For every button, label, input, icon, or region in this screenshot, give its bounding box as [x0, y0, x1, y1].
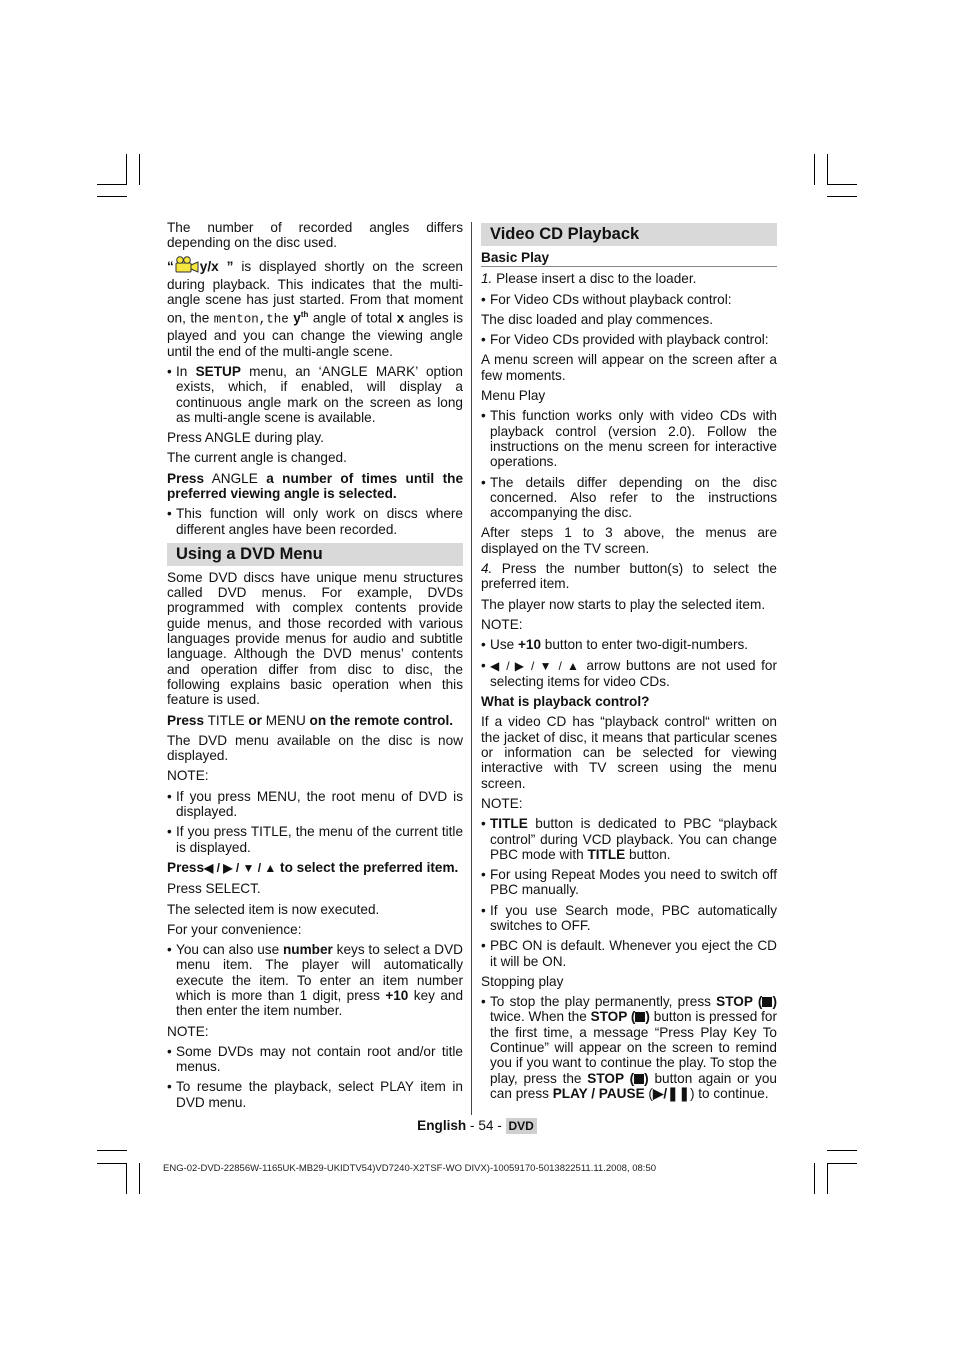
left-column — [167, 220, 463, 1115]
crop-mark — [827, 1150, 857, 1151]
bullet-item: • This function will only work on discs where different angles have been recorded. — [167, 506, 463, 537]
paragraph-angle-icon — [167, 256, 463, 359]
paragraph: 4. Press the number button(s) to select the preferred item. — [481, 561, 777, 592]
quote: “ — [167, 258, 174, 274]
arrow-icons: ◀ / ▶ / ▼ / ▲ — [490, 658, 581, 673]
bullet-item: • TITLE button is dedicated to PBC “playback control” during VCD playback. You can change PBC mode with TITLE button. — [481, 816, 777, 862]
bullet-item: • PBC ON is default. Whenever you eject the CD it will be ON. — [481, 938, 777, 969]
bullet-item: • To stop the play permanently, press STOP ( ) twice. When the STOP ( ) button is pressed for the first time, a message “Press Play Key To Continue” will appear on the screen to remind you if you want to continue the play. To stop the play, press the STOP ( ) button again or you can press PLAY / PAUSE (▶/❚❚) to continue. — [481, 994, 777, 1101]
bullet-item: • Use +10 button to enter two-digit-numbers. — [481, 637, 749, 653]
print-imprint: ENG-02-DVD-22856W-1165UK-MB29-UKIDTV54)VD7240-X2TSF-WO DIVX)-10059170-5013822511.11.2008, 08:50 — [163, 1163, 657, 1174]
crop-mark — [139, 154, 140, 185]
paragraph: Menu Play — [481, 388, 546, 404]
page-footer — [0, 1118, 954, 1133]
crop-mark — [827, 154, 828, 185]
crop-mark — [126, 154, 127, 185]
paragraph: The disc loaded and play commences. — [481, 311, 713, 327]
bullet-item: • To resume the playback, select PLAY item in DVD menu. — [167, 1079, 463, 1110]
text: angle of total — [308, 311, 397, 327]
crop-mark — [827, 184, 857, 185]
paragraph: The DVD menu available on the disc is now displayed. — [167, 732, 463, 764]
bullet-item: • If you press TITLE, the menu of the current title is displayed. — [167, 824, 463, 855]
bullet-item: • If you use Search mode, PBC automatically switches to OFF. — [481, 902, 777, 933]
bullet-item: • For Video CDs provided with playback control: — [481, 332, 769, 348]
paragraph: A menu screen will appear on the screen after a few moments. — [481, 352, 777, 383]
paragraph: The number of recorded angles differs depending on the disc used. — [167, 220, 463, 251]
right-column — [481, 220, 777, 1106]
text: menton,the — [213, 313, 289, 328]
bullet-item: • Some DVDs may not contain root and/or title menus. — [167, 1043, 463, 1075]
bullet-item: • ◀ / ▶ / ▼ / ▲ arrow buttons are not used for selecting items for video CDs. — [481, 657, 777, 689]
paragraph: If a video CD has “playback control“ written on the jacket of disc, it means that particular scenes or information can be selected for viewing interactive with TV screen using the menu screen. — [481, 714, 777, 791]
stop-icon — [762, 997, 772, 1007]
superscript: th — [300, 310, 309, 320]
paragraph: Press ANGLE a number of times until the preferred viewing angle is selected. — [167, 470, 464, 501]
paragraph: The current angle is changed. — [167, 450, 347, 466]
crop-mark — [827, 1163, 857, 1164]
crop-mark — [97, 196, 127, 197]
bullet-item: • The details differ depending on the disc concerned. Also refer to the instructions accompanying the disc. — [481, 474, 777, 521]
note-label: NOTE: — [167, 1023, 209, 1039]
subheading-playback-control: What is playback control? — [481, 694, 650, 710]
note-label: NOTE: — [481, 795, 523, 811]
page-number: - 54 - — [466, 1118, 506, 1133]
crop-mark — [97, 1150, 127, 1151]
paragraph: After steps 1 to 3 above, the menus are displayed on the TV screen. — [481, 525, 777, 556]
bullet-item: • This function works only with video CDs with playback control (version 2.0). Follow the instructions on the menu screen for interactive operations. — [481, 408, 777, 470]
text: angles is played and you can change the viewing angle until the end of the multi-angle scene. — [167, 311, 464, 359]
bullet-item: • In SETUP menu, an ‘ANGLE MARK’ option exists, which, if enabled, will display a continuous angle mark on the screen as long as multi-angle scene is available. — [167, 363, 463, 425]
crop-mark — [814, 1163, 815, 1194]
text: y — [293, 311, 301, 327]
crop-mark — [814, 154, 815, 185]
arrow-icons: ◀ / ▶ / ▼ / ▲ — [204, 860, 277, 875]
section-heading-dvd-menu: Using a DVD Menu — [167, 543, 463, 566]
column-divider — [471, 222, 472, 1115]
section-heading-video-cd: Video CD Playback — [481, 223, 777, 246]
crop-mark — [97, 1163, 127, 1164]
crop-mark — [827, 1163, 828, 1194]
quote: ” — [218, 258, 234, 274]
crop-mark — [126, 1163, 127, 1194]
paragraph: Stopping play — [481, 973, 564, 989]
bullet-item: • For Video CDs without playback control: — [481, 291, 732, 307]
crop-mark — [97, 184, 127, 185]
crop-mark — [827, 196, 857, 197]
angle-yx: y/x — [199, 258, 219, 274]
paragraph: The player now starts to play the selected item. — [481, 596, 766, 612]
paragraph: Some DVD discs have unique menu structures called DVD menus. For example, DVDs programmed with complex contents provide guide menus, and those recorded with various languages provide menus for audio and subtitle language. Although the DVD menus’ contents and operation differ from disc to disc, the following explains basic operation when this feature is used. — [167, 569, 463, 708]
paragraph: Press ANGLE during play. — [167, 430, 324, 446]
paragraph: Press SELECT. — [167, 881, 261, 897]
paragraph: Press◀ / ▶ / ▼ / ▲ to select the preferred item. — [167, 859, 459, 875]
paragraph: For your convenience: — [167, 921, 302, 937]
paragraph: The selected item is now executed. — [167, 901, 380, 917]
bullet-item: • For using Repeat Modes you need to switch off PBC manually. — [481, 867, 777, 898]
text: is displayed shortly on the screen during playback. This indicates that the multi-angle scene has just started. From that moment on, the — [167, 258, 463, 327]
angle-camera-icon — [174, 256, 200, 277]
subheading-basic-play: Basic Play — [481, 250, 777, 267]
text: x — [396, 311, 405, 327]
crop-mark — [139, 1163, 140, 1194]
note-label: NOTE: — [167, 768, 209, 784]
bullet-item: • You can also use number keys to select a DVD menu item. The player will automatically execute the item. To enter an item number which is more than 1 digit, press +10 key and then enter the item number. — [167, 942, 464, 1019]
footer-language: English — [417, 1118, 467, 1133]
paragraph: Press TITLE or MENU on the remote control. — [167, 712, 454, 728]
stop-icon — [634, 1074, 644, 1084]
bullet-item: • If you press MENU, the root menu of DVD is displayed. — [167, 788, 463, 820]
note-label: NOTE: — [481, 616, 523, 632]
paragraph: 1. Please insert a disc to the loader. — [481, 271, 697, 287]
footer-section-tag: DVD — [506, 1118, 537, 1134]
play-pause-icon: ▶/❚❚ — [652, 1085, 690, 1101]
stop-icon — [635, 1012, 645, 1022]
